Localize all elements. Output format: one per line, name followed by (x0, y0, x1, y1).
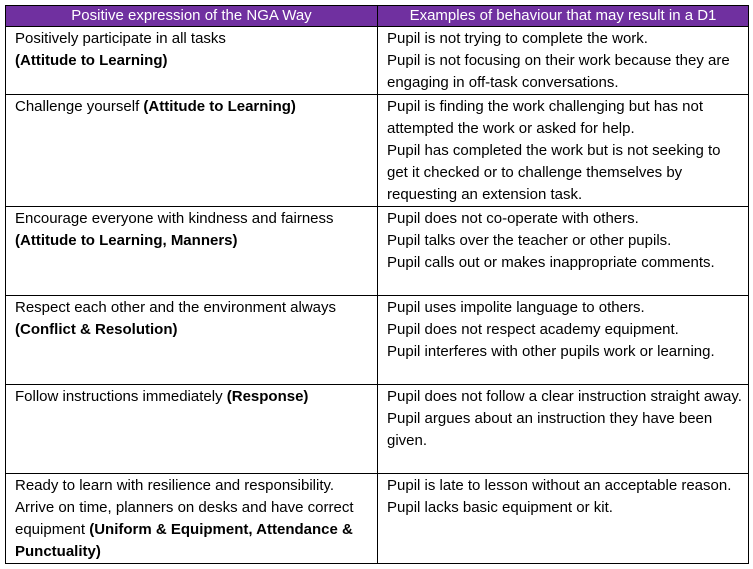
behaviour-example: Pupil is finding the work challenging but has not attempted the work or asked for help. (387, 98, 704, 137)
behaviour-table (5, 5, 749, 564)
header-row (6, 6, 749, 27)
behaviour-example: Pupil has completed the work but is not seeking to get it checked or to challenge themselves by requesting an extension task. (387, 142, 721, 203)
behaviour-examples-cell (378, 385, 749, 474)
nga-expression-cell (6, 207, 378, 296)
nga-expression-cell (6, 27, 378, 95)
behaviour-example: Pupil does not follow a clear instruction straight away. (387, 388, 742, 405)
nga-expression-text: Follow instructions immediately (15, 388, 223, 405)
behaviour-example: Pupil does not respect academy equipment. (387, 321, 679, 338)
nga-expression-text: Encourage everyone with kindness and fairness (15, 210, 334, 227)
nga-expression-cell (6, 474, 378, 564)
table-row (6, 207, 749, 296)
nga-expression-cell (6, 296, 378, 385)
nga-expression-cell (6, 95, 378, 207)
table-row (6, 95, 749, 207)
behaviour-examples-cell (378, 95, 749, 207)
behaviour-example: Pupil does not co-operate with others. (387, 210, 639, 227)
nga-category: (Conflict & Resolution) (15, 321, 178, 338)
behaviour-example: Pupil is late to lesson without an acceptable reason. (387, 477, 732, 494)
nga-expression-text: Positively participate in all tasks (15, 30, 226, 47)
header-d1-examples: Examples of behaviour that may result in a D1 (378, 6, 749, 27)
nga-category: (Attitude to Learning) (15, 52, 168, 69)
table-row (6, 385, 749, 474)
header-nga-way: Positive expression of the NGA Way (6, 6, 378, 27)
nga-expression-text: Respect each other and the environment always (15, 299, 337, 316)
nga-expression-cell (6, 385, 378, 474)
behaviour-examples-cell (378, 27, 749, 95)
behaviour-example: Pupil is not trying to complete the work. (387, 30, 648, 47)
table-row (6, 474, 749, 564)
behaviour-example: Pupil uses impolite language to others. (387, 299, 645, 316)
behaviour-example: Pupil talks over the teacher or other pupils. (387, 232, 672, 249)
nga-category: (Response) (226, 388, 309, 405)
behaviour-example: Pupil argues about an instruction they have been given. (387, 410, 713, 449)
nga-expression-text: Challenge yourself (15, 98, 140, 115)
behaviour-example: Pupil is not focusing on their work because they are engaging in off-task conversations. (387, 52, 730, 91)
nga-category: (Attitude to Learning) (143, 98, 296, 115)
behaviour-example: Pupil calls out or makes inappropriate comments. (387, 254, 715, 271)
behaviour-table-container (5, 5, 749, 564)
behaviour-examples-cell (378, 296, 749, 385)
nga-expression-text: Ready to learn with resilience and responsibility. Arrive on time, planners on desks and have correct equipment (15, 477, 354, 538)
nga-category: (Uniform & Equipment, Attendance & Punctuality) (15, 521, 353, 560)
behaviour-examples-cell (378, 207, 749, 296)
table-row (6, 296, 749, 385)
behaviour-examples-cell (378, 474, 749, 564)
behaviour-example: Pupil lacks basic equipment or kit. (387, 499, 613, 516)
behaviour-example: Pupil interferes with other pupils work or learning. (387, 343, 715, 360)
table-row (6, 27, 749, 95)
nga-category: (Attitude to Learning, Manners) (15, 232, 238, 249)
